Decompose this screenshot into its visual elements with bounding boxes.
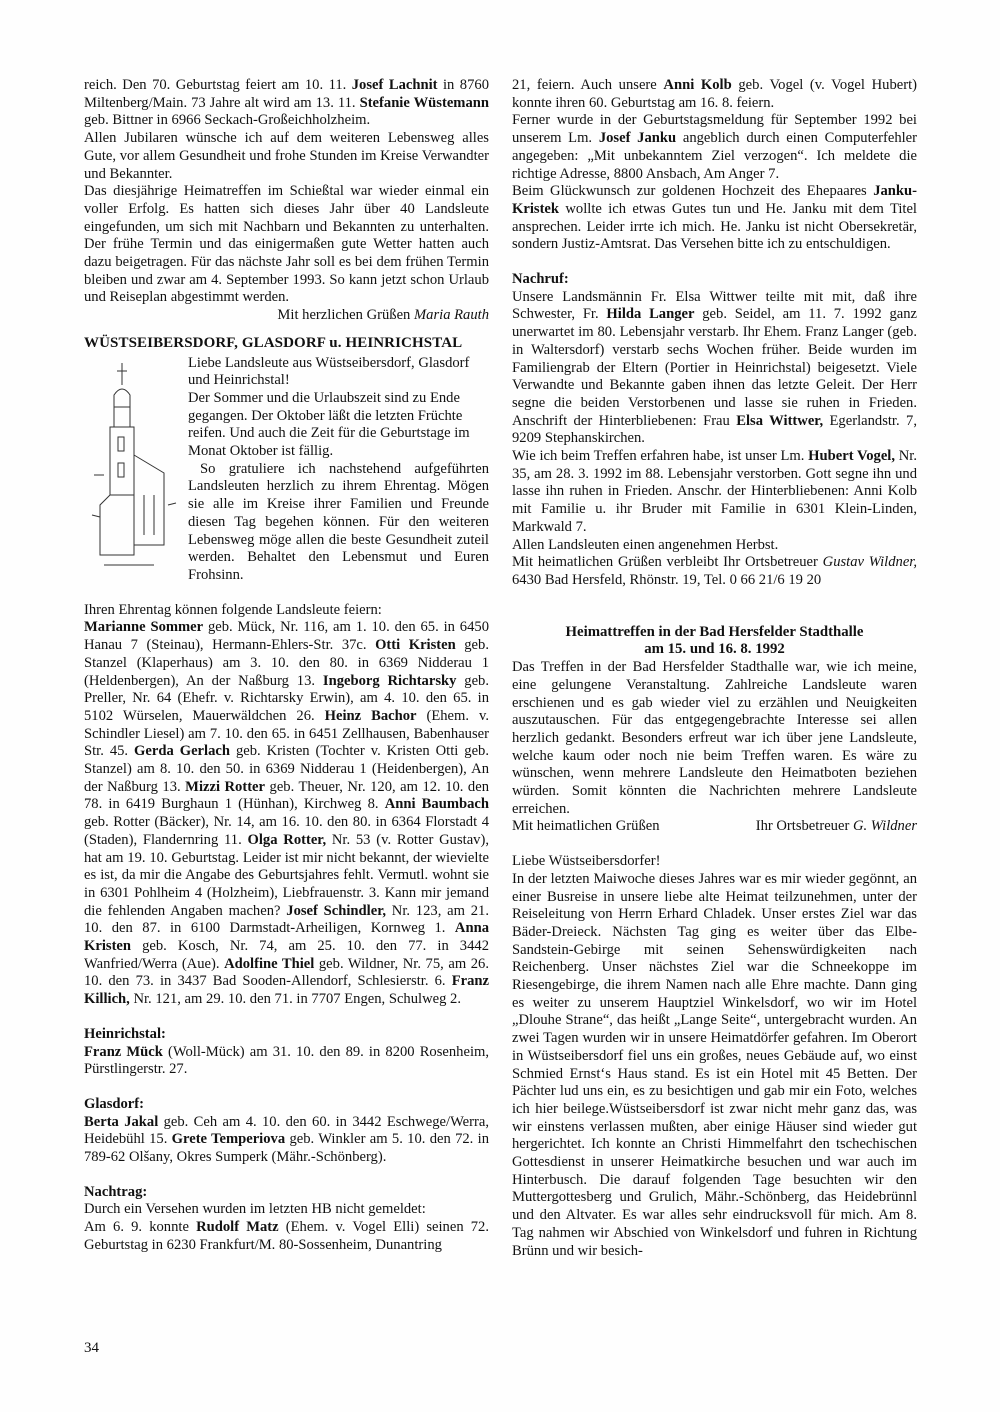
text-run: in 8760 Miltenberg/Main. 73 Jahre alt wird am 13. 11. bbox=[84, 77, 489, 111]
text-run: geb. Preller, Nr. 64 (Ehefr. v. Richtarsky Erwin), am 4. 10. den 65. in 5102 Würselen, Mauerwäldchen 26. bbox=[84, 672, 490, 724]
birthdays-intro: Ihren Ehrentag können folgende Landsleute feiern: bbox=[84, 601, 382, 618]
text-run: Mit heimatlichen Grüßen verbleibt Ihr Ortsbetreuer bbox=[512, 554, 823, 571]
name-highlight: Stefanie Wüstemann bbox=[359, 94, 489, 111]
name-highlight: Marianne Sommer bbox=[84, 619, 204, 636]
treffen-signature bbox=[512, 818, 917, 836]
treffen-sign-prefix: Ihr Ortsbetreuer bbox=[755, 818, 853, 835]
nachtrag-intro: Durch ein Versehen wurden im letzten HB nicht gemeldet: bbox=[84, 1201, 426, 1218]
name-highlight: Anna Kristen bbox=[84, 920, 489, 955]
nachruf-vogel bbox=[512, 448, 917, 537]
text-run: Am 6. 9. konnte bbox=[84, 1219, 197, 1236]
treffen-date: am 15. und 16. 8. 1992 bbox=[644, 641, 785, 658]
text-run: geb. Mück, Nr. 116, am 1. 10. den 65. in 6450 Hanau 7 (Steinau), Hermann-Ehlers-Str. 37c. bbox=[84, 619, 489, 654]
signature-line bbox=[84, 307, 489, 325]
church-illustration-icon bbox=[84, 355, 184, 575]
text-run: geb. Theuer, Nr. 120, am 12. 10. den 78. in 6419 Burghaun 1 (Hünhan), Kirchweg 8. bbox=[84, 778, 490, 813]
signature-prefix: Mit herzlichen Grüßen bbox=[277, 307, 414, 324]
paragraph-jubilare bbox=[84, 77, 489, 130]
text-run: Nr. 123, am 21. 10. den 87. in 6100 Darmstadt-Arheiligen, Kornweg 1. bbox=[84, 902, 489, 937]
text-run: geb. Rotter (Bäcker), Nr. 14, am 16. 10. den 80. in 6364 Florstadt 4 (Staden), Flandernring 11. bbox=[84, 814, 489, 848]
left-column bbox=[84, 77, 489, 1255]
name-highlight: Hilda Langer bbox=[606, 306, 695, 323]
text-run: Nr. 53 (v. Rotter Gustav), hat am 19. 10. Geburtstag. Leider ist mir nicht bekannt, der wievielte es ist, da mir die Angabe des Geburtsjahres fehlt. Vermutl. wohnt sie in 6301 Pohlheim 4 (Holzheim), Liebfrauenstr. 3. Kann mir jemand die fehlenden Angaben machen? bbox=[84, 831, 489, 919]
treffen-paragraph: Das Treffen in der Bad Hersfelder Stadthalle war, wie ich meine, eine gelungene Veranstaltung. Zahlreiche Landsleute waren erschienen und es gab wieder viel zu erzählen und Neuigkeiten auszutauschen. Für das entgegengebrachte Interesse sei allen herzlich gedankt. Besonders erfreut war ich über jene Landsleute, welche kaum oder noch nie beim Treffen waren. Es wäre zu wünschen, wenn mehrere Landsleute den Heimatboten beziehen würden. Somit könnten die Nachrichten mehrere Landsleute erreichen. bbox=[512, 659, 917, 817]
treffen-sign-left: Mit heimatlichen Grüßen bbox=[512, 818, 660, 835]
autumn-greeting: Allen Landsleuten einen angenehmen Herbst. bbox=[512, 536, 779, 553]
text-run: geb. Kosch, Nr. 74, am 25. 10. den 77. in 3442 Wanfried/Werra (Aue). bbox=[84, 938, 489, 972]
glasdorf-list bbox=[84, 1114, 489, 1167]
text-run: angeblich durch einen Computerfehler angegeben: „Mit unbekanntem Ziel verzogen“. Ich meldete die richtige Adresse, 8800 Ansbach, Am Anger 7. bbox=[512, 130, 918, 182]
text-run: geb. Seidel, am 11. 7. 1992 ganz unerwartet im 80. Lebensjahr verstarb. Ihr Ehem. Franz Langer (geb. in Waltersdorf) verstarb sechs Wochen früher. Beide wurden im Familiengrab der Eltern (Portier in Heinrichstal) beigesetzt. Viele Verwandte und Bekannte gaben ihnen das letzte Geleit. Der Herr segne die beiden Verstorbenen und lasse sie ruhen in Frieden. Anschrift der Hinterbliebenen: Frau bbox=[512, 306, 917, 429]
name-highlight: Gerda Gerlach bbox=[134, 743, 230, 760]
paragraph-janku-kristek bbox=[512, 183, 917, 254]
nachruf-title: Nachruf: bbox=[512, 271, 569, 288]
treffen-sign-name: G. Wildner bbox=[852, 818, 917, 835]
text-run: (Ehem. v. Vogel Elli) seinen 72. Geburtstag in 6230 Frankfurt/M. 80-Sossenheim, Dunantring bbox=[84, 1219, 490, 1253]
text-run: geb. Vogel (v. Vogel Hubert) konnte ihren 60. Geburtstag am 16. 8. feiern. bbox=[512, 77, 917, 111]
nachruf-signature bbox=[512, 554, 917, 589]
nachruf-langer bbox=[512, 289, 917, 448]
nachtrag-title: Nachtrag: bbox=[84, 1183, 148, 1200]
paragraph-heimattreffen: Das diesjährige Heimatreffen im Schießtal war wieder einmal ein voller Erfolg. Es hatten sich dieses Jahr über 40 Landsleute eingefunden, um sich mit Nachbarn und Bekannten zu unterhalten. Der frühe Termin und das einigermaßen gute Wetter hatten auch dazu beigetragen. Für das nächste Jahr soll es bei dem frühen Termin bleiben und zwar am 4. September 1993. So kann jetzt schon Urlaub und Reiseplan abgestimmt werden. bbox=[84, 183, 489, 306]
signature-name: Maria Rauth bbox=[414, 307, 489, 324]
italic-text: Gustav Wildner, bbox=[822, 554, 918, 571]
name-highlight: Josef Janku bbox=[598, 130, 677, 147]
name-highlight: Josef Lachnit bbox=[351, 77, 438, 93]
name-highlight: Mizzi Rotter bbox=[185, 778, 266, 795]
name-highlight: Heinz Bachor bbox=[324, 707, 417, 724]
name-highlight: Hubert Vogel, bbox=[808, 448, 896, 465]
name-highlight: Berta Jakal bbox=[84, 1113, 159, 1130]
text-run: Nr. 121, am 29. 10. den 71. in 7707 Engen, Schulweg 2. bbox=[129, 991, 461, 1008]
name-highlight: Franz Mück bbox=[84, 1043, 163, 1060]
text-run: geb. Ceh am 4. 10. den 60. in 3442 Eschwege/Werra, Heidebühl 15. bbox=[84, 1113, 489, 1148]
treffen-sign-right bbox=[756, 818, 917, 836]
text-run: geb. Wildner, Nr. 75, am 26. 10. den 73. in 3437 Bad Sooden-Allendorf, Schlesierstr. 6. bbox=[84, 955, 489, 990]
text-run: geb. Stanzel (Klaperhaus) am 3. 10. den 80. in 6369 Nidderau 1 (Heldenbergen), An der Naßburg 13. bbox=[84, 637, 489, 689]
text-run: 21, feiern. Auch unsere bbox=[512, 77, 664, 93]
text-run: Wie ich beim Treffen erfahren habe, ist unser Lm. bbox=[512, 448, 809, 465]
nachtrag-entry bbox=[84, 1219, 489, 1254]
text-run: 6430 Bad Hersfeld, Rhönstr. 19, Tel. 0 66 21/6 19 20 bbox=[512, 571, 822, 588]
treffen-title: Heimattreffen in der Bad Hersfelder Stadthalle bbox=[565, 623, 864, 640]
text-run: (Ehem. v. Schindler Liesel) am 7. 10. den 65. in 6451 Zellhausen, Babenhauser Str. 45. bbox=[84, 707, 489, 760]
page-number: 34 bbox=[84, 1340, 99, 1356]
text-run: Unsere Landsmännin Fr. Elsa Wittwer teilte mit mit, daß ihre Schwester, Fr. bbox=[512, 288, 917, 323]
text-run: Egerlandstr. 7, 9209 Stephanskirchen. bbox=[512, 412, 917, 447]
text-run: geb. Kristen (Tochter v. Kristen Otti geb. Stanzel) am 8. 10. den 50. in 6369 Nidderau 1 (Heidenbergen), An der Naßburg 13. bbox=[84, 743, 489, 795]
name-highlight: Ingeborg Richtarsky bbox=[322, 672, 457, 689]
text-run: geb. Bittner in 6966 Seckach-Großeichholzheim. bbox=[84, 112, 371, 129]
text-run: geb. Winkler am 5. 10. den 72. in 789-62 Olšany, Okres Sumperk (Mähr.-Schönberg). bbox=[84, 1131, 489, 1166]
glasdorf-title: Glasdorf: bbox=[84, 1095, 144, 1112]
name-highlight: Olga Rotter, bbox=[247, 831, 327, 848]
name-highlight: Rudolf Matz bbox=[196, 1219, 279, 1236]
paragraph-wishes: Allen Jubilaren wünsche ich auf dem weiteren Lebensweg alles Gute, vor allem Gesundheit und frohe Stunden im Kreise Verwandter und Bekannter. bbox=[84, 130, 489, 182]
text-run: (Woll-Mück) am 31. 10. den 89. in 8200 Rosenheim, Pürstlingerstr. 27. bbox=[84, 1043, 490, 1078]
name-highlight: Otti Kristen bbox=[375, 637, 456, 654]
text-run: Nr. 35, am 28. 3. 1992 im 88. Lebensjahr verstorben. Gott segne ihn und lasse ihn ruhen in Frieden. Anschr. der Hinterbliebenen: Anni Kolb mit Familie u. ihr Bruder mit Familie in 6301 Klein-Linden, Markwald 7. bbox=[512, 448, 917, 535]
paragraph-janku bbox=[512, 112, 917, 183]
name-highlight: Grete Temperiova bbox=[171, 1131, 286, 1148]
name-highlight: Anni Kolb bbox=[663, 77, 732, 93]
letter-paragraph: In der letzten Maiwoche dieses Jahres war es mir wieder gegönnt, an einer Busreise in unsere liebe alte Heimat teilzunehmen, unter der Reiseleitung von Herrn Erhard Chladek. Unser erstes Ziel war das Bäder-Dreieck. Nächsten Tag ging es weiter über das Elbe-Sandstein-Gebirge mit seinen Sehenswürdigkeiten nach Reichenberg. Unser nächstes Ziel war die Schneekoppe im Riesengebirge, die ihrem Namen nach alle Ehre machte. Dann ging es weiter zu unserem Hauptziel Winkelsdorf, wo wir im Hotel „Dlouhe Strane“, das heißt „Lange Seite“, untergebracht wurden. An zwei Tagen wurden wir in unsere Heimatdörfer gefahren. Im Oberort in Wüstseibersdorf fiel uns ein großes, neues Gebäude auf, wo einst Schmied Ernst‘s Haus stand. Es ist ein Hotel mit 45 Betten. Der Pächter lud uns ein, es zu besichtigen und gab mir ein Foto, welches ich hier beilege.Wüstseibersdorf ist zwar nicht mehr ganz das, was wir einstens verlassen mußten, aber einige Häuser sind wieder gut hergerichtet. Ich konnte an Christi Himmelfahrt den tschechischen Gottesdienst in unserer Heimatkirche besuchen und war auch im Hinterbusch. Die darauf folgenden Tage besuchten wir den Muttergottesberg und Grulich, Mähr.-Schönberg, das Heidebrünnl und den Altvater. Es war alles sehr eindrucksvoll für mich. Am 8. Tag nahmen wir Abschied von Winkelsdorf und fuhren in Richtung Brünn und wir besich- bbox=[512, 870, 917, 1259]
name-highlight: Anni Baumbach bbox=[384, 796, 489, 813]
name-highlight: Janku-Kristek bbox=[512, 183, 917, 217]
text-run: reich. Den 70. Geburtstag feiert am 10. 11. bbox=[84, 77, 352, 93]
text-run: wollte ich etwas Gutes tun und He. Janku mit dem Titel ansprechen. Leider irrte ich mich. He. Janku ist nicht Obersekretär, sondern Justiz-Amtsrat. Das Versehen bitte ich zu entschuldigen. bbox=[512, 200, 917, 253]
section-title: WÜSTSEIBERSDORF, GLASDORF u. HEINRICHSTAL bbox=[84, 334, 463, 351]
greeting-line: Liebe Landsleute aus Wüstseibersdorf, Glasdorf und Heinrichstal! bbox=[188, 354, 470, 389]
birthdays-list bbox=[84, 619, 489, 1008]
congratulation-paragraph: So gratuliere ich nachstehend aufgeführten Landsleuten herzlich zu ihrem Ehrentag. Mögen sie alle im Kreise ihrer Familien und Freunde diesen Tag begehen können. Für den weiteren Lebensweg möge allen die beste Gesundheit zuteil werden. Behaltet den Lebensmut und Euren Frohsinn. bbox=[188, 460, 489, 583]
heinrichstal-title: Heinrichstal: bbox=[84, 1025, 166, 1042]
text-run: Ferner wurde in der Geburtstagsmeldung für September 1992 bei unserem Lm. bbox=[512, 112, 917, 147]
greeting-paragraph: Der Sommer und die Urlaubszeit sind zu Ende gegangen. Der Oktober läßt die letzten Früchte reifen. Und auch die Zeit für die Geburtstage im Monat Oktober ist fällig. bbox=[188, 389, 470, 460]
name-highlight: Elsa Wittwer, bbox=[736, 412, 824, 429]
right-column bbox=[512, 77, 917, 1260]
name-highlight: Adolfine Thiel bbox=[224, 955, 315, 972]
heinrichstal-list bbox=[84, 1044, 489, 1079]
name-highlight: Josef Schindler, bbox=[286, 902, 386, 919]
paragraph-anni-kolb bbox=[512, 77, 917, 112]
letter-greeting: Liebe Wüstseibersdorfer! bbox=[512, 853, 661, 870]
name-highlight: Franz Killich, bbox=[84, 973, 489, 1008]
text-run: Beim Glückwunsch zur goldenen Hochzeit des Ehepaares bbox=[512, 183, 874, 200]
